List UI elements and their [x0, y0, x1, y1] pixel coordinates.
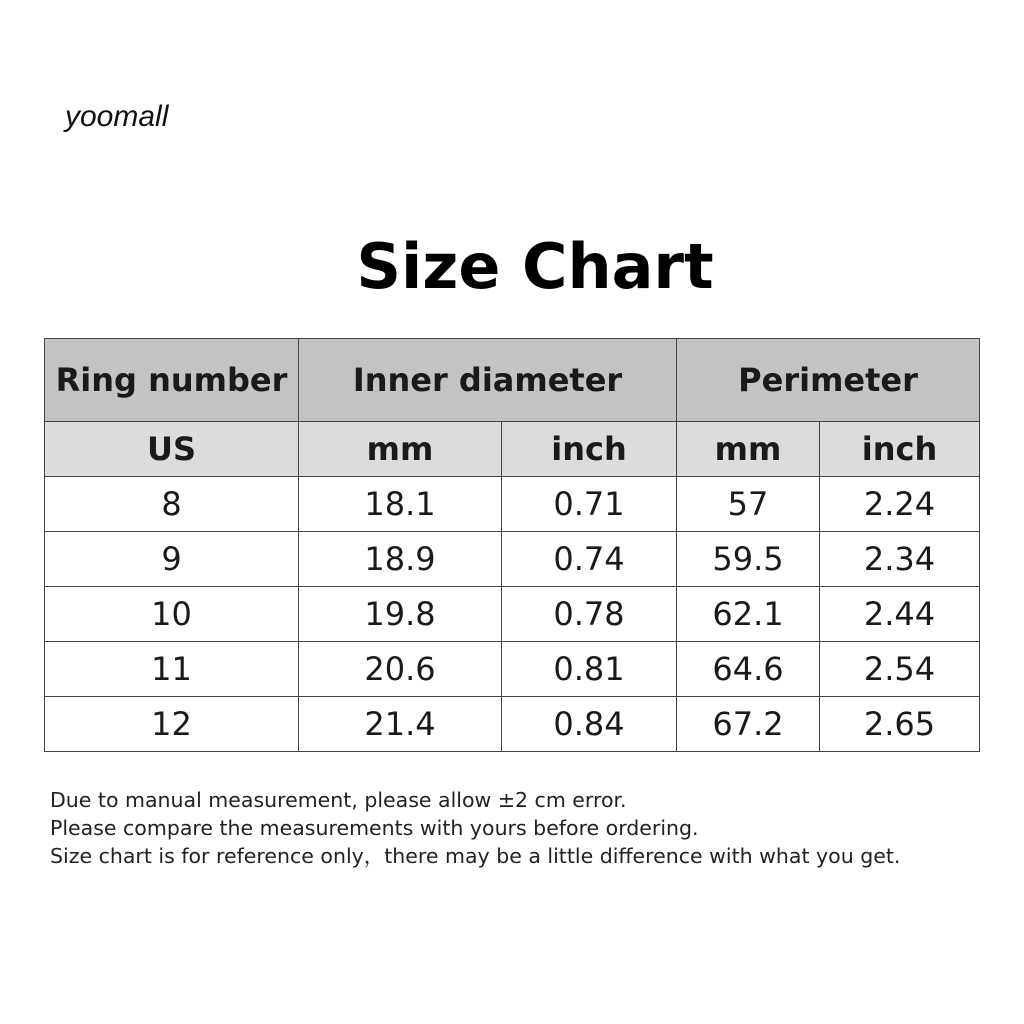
cell-perimeter-inch: 2.54 [820, 642, 980, 697]
cell-inner-mm: 19.8 [299, 587, 502, 642]
table-row [45, 587, 980, 642]
header-inner-diameter: Inner diameter [299, 339, 677, 422]
size-chart-table [44, 338, 980, 752]
cell-us-size: 9 [45, 532, 299, 587]
cell-inner-mm: 20.6 [299, 642, 502, 697]
cell-us-size: 10 [45, 587, 299, 642]
subheader-inner-mm: mm [299, 422, 502, 477]
cell-perimeter-inch: 2.44 [820, 587, 980, 642]
cell-inner-inch: 0.74 [502, 532, 677, 587]
header-ring-number: Ring number [45, 339, 299, 422]
table-row [45, 477, 980, 532]
cell-us-size: 12 [45, 697, 299, 752]
cell-inner-mm: 18.1 [299, 477, 502, 532]
cell-perimeter-inch: 2.34 [820, 532, 980, 587]
table-row [45, 532, 980, 587]
subheader-perimeter-inch: inch [820, 422, 980, 477]
brand-logo-text: yoomall [65, 100, 169, 133]
cell-perimeter-inch: 2.24 [820, 477, 980, 532]
subheader-us: US [45, 422, 299, 477]
cell-inner-inch: 0.84 [502, 697, 677, 752]
cell-inner-inch: 0.71 [502, 477, 677, 532]
table-header-row-units [45, 422, 980, 477]
note-line: Please compare the measurements with yours before ordering. [50, 816, 699, 840]
subheader-inner-inch: inch [502, 422, 677, 477]
cell-us-size: 11 [45, 642, 299, 697]
note-line: Due to manual measurement, please allow ±2 cm error. [50, 788, 627, 812]
cell-inner-inch: 0.78 [502, 587, 677, 642]
cell-perimeter-mm: 64.6 [677, 642, 820, 697]
cell-perimeter-inch: 2.65 [820, 697, 980, 752]
header-perimeter: Perimeter [677, 339, 980, 422]
subheader-perimeter-mm: mm [677, 422, 820, 477]
cell-inner-mm: 18.9 [299, 532, 502, 587]
cell-perimeter-mm: 67.2 [677, 697, 820, 752]
disclaimer-notes [50, 786, 900, 870]
table-header-row-primary [45, 339, 980, 422]
table-row [45, 642, 980, 697]
cell-inner-mm: 21.4 [299, 697, 502, 752]
table-row [45, 697, 980, 752]
page-title: Size Chart [356, 230, 714, 303]
cell-perimeter-mm: 59.5 [677, 532, 820, 587]
note-line: Size chart is for reference only，there may be a little difference with what you get. [50, 844, 901, 868]
cell-perimeter-mm: 57 [677, 477, 820, 532]
cell-us-size: 8 [45, 477, 299, 532]
cell-perimeter-mm: 62.1 [677, 587, 820, 642]
cell-inner-inch: 0.81 [502, 642, 677, 697]
